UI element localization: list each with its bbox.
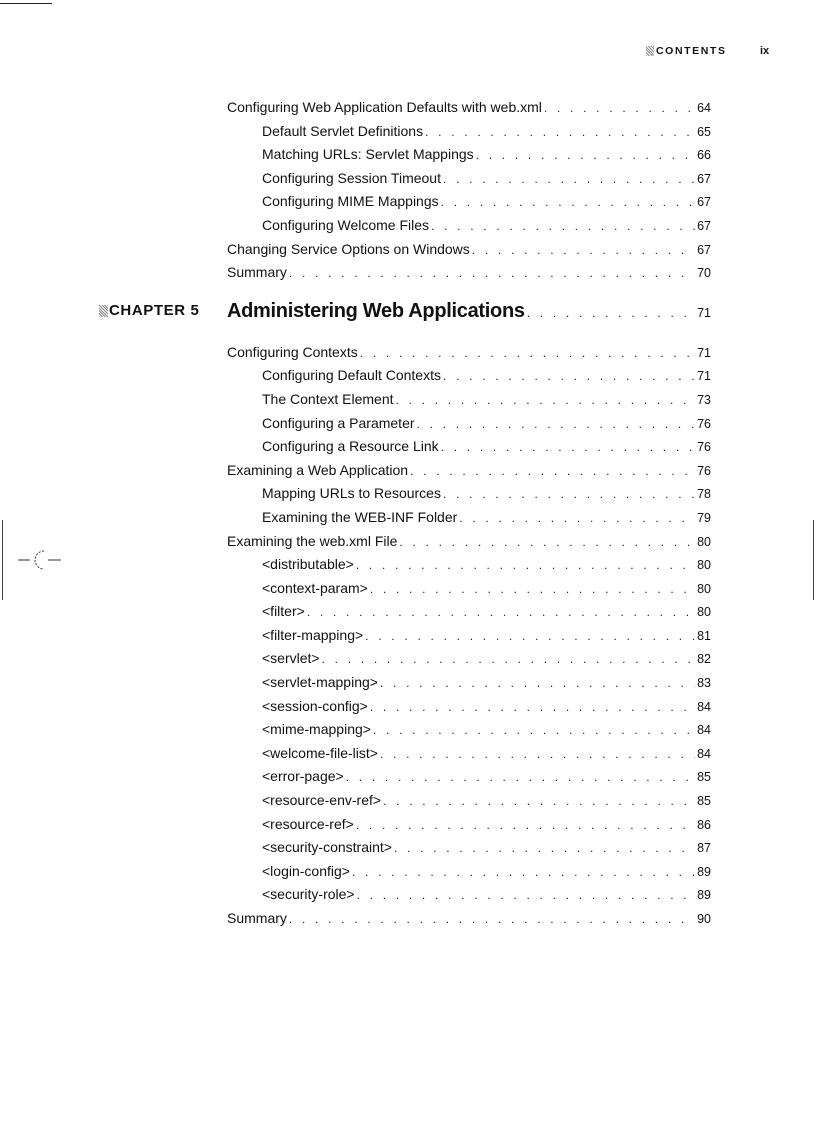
leader-dots xyxy=(346,766,695,790)
toc-entry-page: 80 xyxy=(697,534,711,549)
toc-entry[interactable] xyxy=(227,553,711,577)
leader-dots xyxy=(322,648,696,672)
toc-entry-title: <servlet> xyxy=(262,650,320,667)
toc-entry[interactable] xyxy=(227,435,711,459)
toc-entry-page: 66 xyxy=(697,148,711,163)
leader-dots xyxy=(431,215,695,239)
chapter-label xyxy=(99,293,199,329)
toc-entry[interactable] xyxy=(227,143,711,167)
leader-dots xyxy=(441,436,695,460)
toc-entry-page: 71 xyxy=(697,345,711,360)
toc-entry-title: <error-page> xyxy=(262,768,344,785)
toc-entry-title: Summary xyxy=(227,264,287,281)
toc-entry-title: <resource-ref> xyxy=(262,815,354,832)
toc-entry-page: 84 xyxy=(697,746,711,761)
toc-entry[interactable] xyxy=(227,530,711,554)
toc-entry-page: 80 xyxy=(697,605,711,620)
toc-entry-page: 67 xyxy=(697,195,711,210)
leader-dots xyxy=(289,262,695,286)
toc-entry[interactable] xyxy=(227,506,711,530)
hatch-icon xyxy=(99,305,108,317)
toc-entry-title: <resource-env-ref> xyxy=(262,792,382,809)
toc-entry-title: Configuring a Parameter xyxy=(262,414,415,431)
toc-entry[interactable] xyxy=(227,600,711,624)
toc-entry-page: 76 xyxy=(697,416,711,431)
leader-dots xyxy=(476,144,695,168)
leader-dots xyxy=(459,507,695,531)
crop-line-right xyxy=(813,520,814,600)
toc-entry-title: <context-param> xyxy=(262,579,368,596)
leader-dots xyxy=(307,601,695,625)
toc-entry-page: 86 xyxy=(697,817,711,832)
toc-entry-page: 84 xyxy=(697,699,711,714)
toc-entry[interactable] xyxy=(227,695,711,719)
toc-entry-title: Mapping URLs to Resources xyxy=(262,485,441,502)
toc-entry[interactable] xyxy=(227,907,711,931)
toc-entry-title: Configuring MIME Mappings xyxy=(262,193,439,210)
toc-entry[interactable] xyxy=(227,789,711,813)
leader-dots xyxy=(410,460,695,484)
toc-entry-page: 80 xyxy=(697,558,711,573)
toc-entry[interactable] xyxy=(227,120,711,144)
toc-entry[interactable] xyxy=(227,624,711,648)
leader-dots xyxy=(380,672,695,696)
toc-entry-page: 64 xyxy=(697,101,711,115)
chapter-label-text: CHAPTER 5 xyxy=(109,301,200,319)
chapter-title: Administering Web Applications xyxy=(227,299,525,322)
toc-entry-title: Configuring Web Application Defaults with web.xml xyxy=(227,99,542,115)
toc-entry[interactable] xyxy=(227,388,711,412)
leader-dots xyxy=(417,413,696,437)
toc-entry-title: Examining the WEB-INF Folder xyxy=(262,508,458,525)
toc-entry-title: <security-role> xyxy=(262,886,355,903)
toc-entry-page: 67 xyxy=(697,171,711,186)
toc-entry[interactable] xyxy=(227,647,711,671)
toc-entry[interactable] xyxy=(227,261,711,285)
toc-entry-title: Examining a Web Application xyxy=(227,461,409,478)
toc-entry-page: 70 xyxy=(697,266,711,281)
toc-entry[interactable] xyxy=(227,765,711,789)
toc-entry-title: The Context Element xyxy=(262,390,394,407)
toc-entry[interactable] xyxy=(227,836,711,860)
toc-entry[interactable] xyxy=(227,96,711,120)
toc-entry-title: <login-config> xyxy=(262,862,350,879)
toc-entry[interactable] xyxy=(227,813,711,837)
toc-entry-title: Configuring Welcome Files xyxy=(262,216,430,233)
toc-entry[interactable] xyxy=(227,883,711,907)
crop-mark-top xyxy=(0,3,52,4)
leader-dots xyxy=(394,837,695,861)
leader-dots xyxy=(396,389,696,413)
toc-entry-title: Configuring a Resource Link xyxy=(262,438,439,455)
leader-dots xyxy=(443,168,695,192)
toc-entry-title: Default Servlet Definitions xyxy=(262,122,424,139)
leader-dots xyxy=(441,191,695,215)
header-section: CONTENTS xyxy=(656,45,727,57)
toc-entry-page: 81 xyxy=(697,628,711,643)
toc-section-chapter-5 xyxy=(227,341,711,931)
toc-entry-page: 67 xyxy=(697,242,711,257)
chapter-page: 71 xyxy=(697,305,711,320)
toc-entry[interactable] xyxy=(227,364,711,388)
toc-entry-page: 82 xyxy=(697,652,711,667)
leader-dots xyxy=(370,696,695,720)
registration-mark-icon xyxy=(18,545,62,575)
leader-dots xyxy=(544,97,695,121)
toc-entry-page: 87 xyxy=(697,841,711,856)
toc-entry-page: 85 xyxy=(697,794,711,809)
toc-entry-title: Configuring Session Timeout xyxy=(262,169,441,186)
toc-entry-title: Configuring Contexts xyxy=(227,343,358,360)
toc-entry[interactable] xyxy=(227,167,711,191)
toc-entry[interactable] xyxy=(227,482,711,506)
leader-dots xyxy=(443,483,695,507)
toc-entry-page: 89 xyxy=(697,864,711,879)
leader-dots xyxy=(373,719,695,743)
toc-entry-title: <security-constraint> xyxy=(262,839,392,856)
chapter-heading[interactable] xyxy=(109,293,711,329)
leader-dots xyxy=(289,908,695,932)
crop-line-left xyxy=(2,520,3,600)
toc-entry-title: Examining the web.xml File xyxy=(227,532,398,549)
toc-entry-page: 78 xyxy=(697,487,711,502)
leader-dots xyxy=(357,884,696,908)
toc-entry-title: <filter-mapping> xyxy=(262,626,364,643)
toc-entry[interactable] xyxy=(227,742,711,766)
leader-dots xyxy=(443,365,695,389)
toc-entry[interactable] xyxy=(227,718,711,742)
toc-entry-page: 83 xyxy=(697,676,711,691)
leader-dots xyxy=(370,578,695,602)
toc-entry-page: 71 xyxy=(697,369,711,384)
toc-entry-page: 79 xyxy=(697,510,711,525)
toc-entry[interactable] xyxy=(227,190,711,214)
toc-entry[interactable] xyxy=(227,214,711,238)
toc-entry-page: 84 xyxy=(697,723,711,738)
toc-entry[interactable] xyxy=(227,341,711,365)
toc-entry-page: 65 xyxy=(697,124,711,139)
toc-entry[interactable] xyxy=(227,860,711,884)
toc-entry-title: <mime-mapping> xyxy=(262,721,371,738)
hatch-icon xyxy=(646,46,654,56)
toc-entry-page: 76 xyxy=(697,440,711,455)
table-of-contents xyxy=(109,96,711,931)
toc-entry[interactable] xyxy=(227,671,711,695)
toc-entry-title: <welcome-file-list> xyxy=(262,744,378,761)
running-header xyxy=(646,43,727,59)
toc-entry-title: Changing Service Options on Windows xyxy=(227,240,470,257)
toc-entry[interactable] xyxy=(227,412,711,436)
leader-dots xyxy=(472,239,695,263)
toc-entry-title: <session-config> xyxy=(262,697,368,714)
toc-entry-page: 85 xyxy=(697,770,711,785)
toc-entry[interactable] xyxy=(227,238,711,262)
toc-entry-title: <filter> xyxy=(262,603,305,620)
leader-dots xyxy=(383,790,695,814)
leader-dots xyxy=(425,121,695,145)
leader-dots xyxy=(527,295,695,331)
leader-dots xyxy=(399,531,695,555)
leader-dots xyxy=(356,814,695,838)
toc-entry-page: 67 xyxy=(697,218,711,233)
toc-entry[interactable] xyxy=(227,577,711,601)
leader-dots xyxy=(352,861,695,885)
toc-entry-title: <servlet-mapping> xyxy=(262,674,378,691)
leader-dots xyxy=(380,743,695,767)
leader-dots xyxy=(356,554,695,578)
toc-entry-page: 76 xyxy=(697,463,711,478)
toc-entry-title: Matching URLs: Servlet Mappings xyxy=(262,146,474,163)
leader-dots xyxy=(360,342,695,366)
toc-section-previous-chapter xyxy=(227,96,711,285)
toc-entry-page: 73 xyxy=(697,392,711,407)
page-number: ix xyxy=(760,45,770,57)
toc-entry-title: Summary xyxy=(227,910,287,926)
toc-entry-title: <distributable> xyxy=(262,556,354,573)
toc-entry-title: Configuring Default Contexts xyxy=(262,367,441,384)
toc-entry-page: 90 xyxy=(697,912,711,926)
toc-entry-page: 80 xyxy=(697,581,711,596)
leader-dots xyxy=(365,625,695,649)
toc-entry[interactable] xyxy=(227,459,711,483)
toc-entry-page: 89 xyxy=(697,888,711,903)
